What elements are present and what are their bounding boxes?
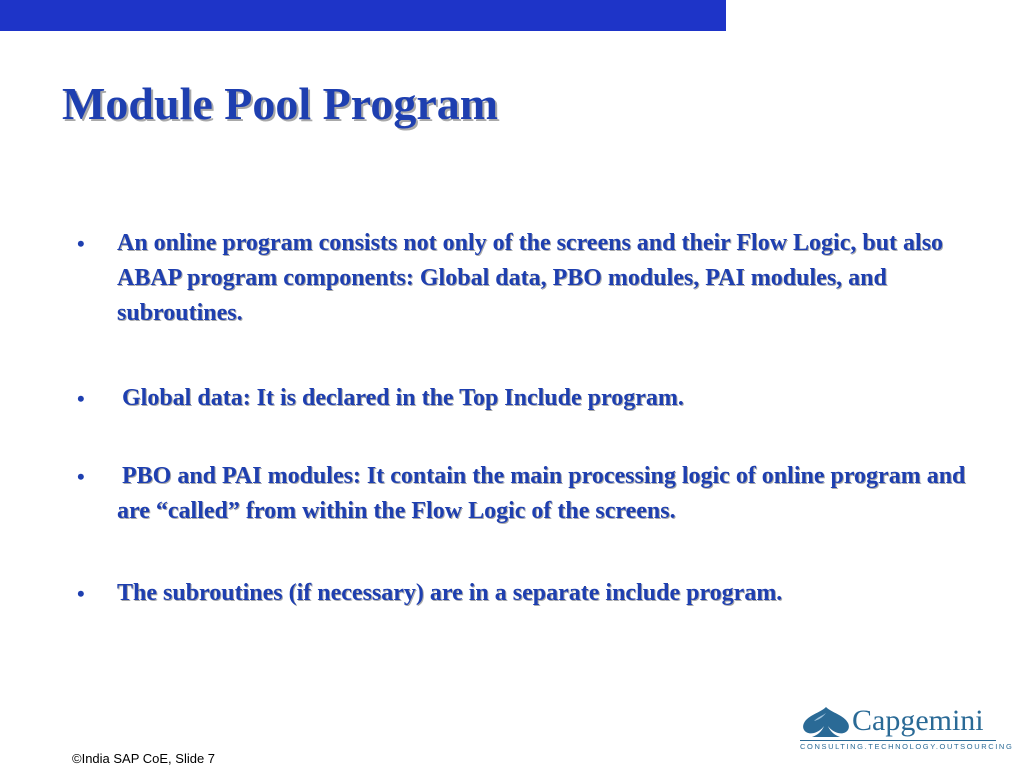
top-accent-bar — [0, 0, 726, 31]
bullet-marker: • — [77, 581, 85, 606]
bullet-marker: • — [77, 386, 85, 411]
bullet-marker: • — [77, 464, 85, 489]
logo-wordmark: Capgemini — [852, 704, 984, 737]
slide-footer: ©India SAP CoE, Slide 7 — [72, 751, 216, 766]
bullet-text: PBO and PAI modules: It contain the main processing logic of online program and are “called” from within the Flow Logic of the screens. — [117, 463, 966, 524]
bullet-text: The subroutines (if necessary) are in a separate include program. — [117, 580, 783, 606]
capgemini-logo — [796, 703, 1014, 753]
bullet-marker: • — [77, 231, 85, 256]
bullet-text: An online program consists not only of the screens and their Flow Logic, but also ABAP program components: Global data, PBO modules, PAI modules, and subroutines. — [117, 230, 944, 326]
logo-tagline: CONSULTING.TECHNOLOGY.OUTSOURCING — [800, 742, 1014, 751]
spade-icon — [800, 705, 852, 739]
slide-title: Module Pool Program — [62, 78, 499, 129]
logo-divider — [800, 740, 996, 741]
bullet-text: Global data: It is declared in the Top Include program. — [122, 385, 684, 411]
